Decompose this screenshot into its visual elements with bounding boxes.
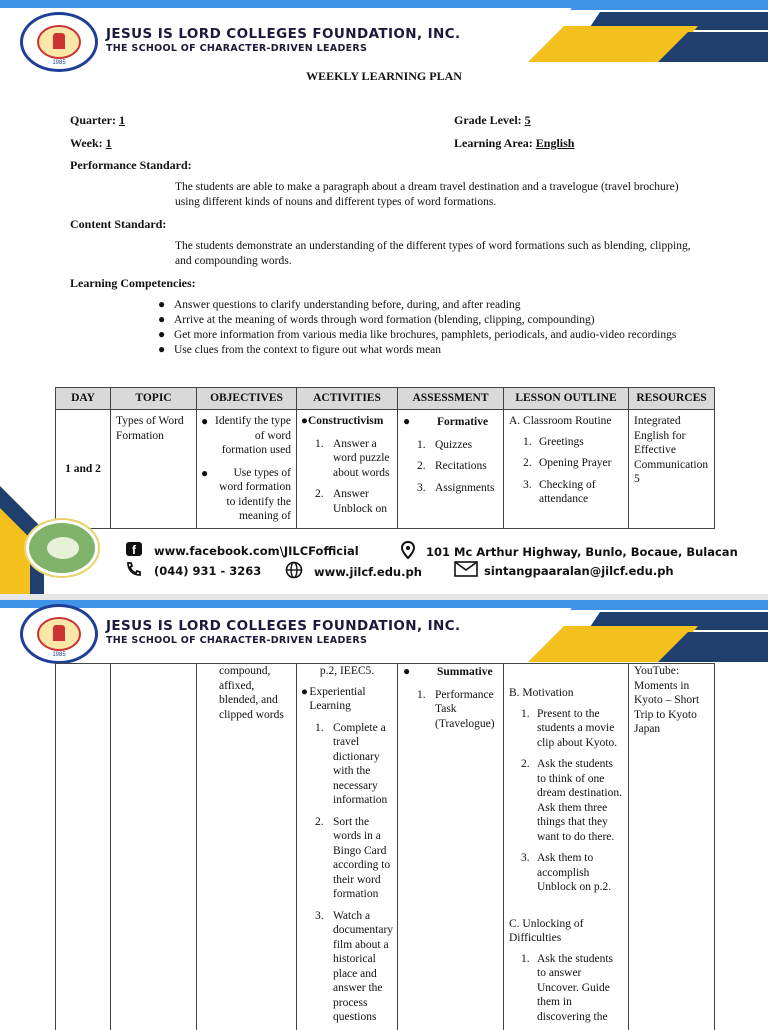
competencies-list <box>158 297 676 357</box>
week-field: Week: 1 <box>70 136 112 151</box>
envelope-icon <box>454 561 474 581</box>
content-standard-label: Content Standard: <box>70 217 166 232</box>
location-pin-icon <box>398 541 418 563</box>
footer-phone: (044) 931 - 3263 <box>124 561 261 581</box>
objectives-cell: ● Identify the type of word formation used ● Use types of word formation to identify the meaning of <box>197 410 297 529</box>
table-header-row <box>56 388 715 410</box>
learning-competencies-label: Learning Competencies: <box>70 276 196 291</box>
footer-facebook: f www.facebook.com\JILCFofficial <box>124 541 359 561</box>
footer-school-logo <box>26 520 98 576</box>
content-standard-text: The students demonstrate an understanding of the different types of word formations such as blending, clipping, and compounding words. <box>175 239 705 268</box>
lesson-outline-cell: A. Classroom Routine 1. Greetings 2. Opening Prayer 3. Checking of attendance <box>504 410 629 529</box>
org-tagline: THE SCHOOL OF CHARACTER-DRIVEN LEADERS <box>106 43 461 54</box>
col-header-topic: TOPIC <box>111 388 197 410</box>
org-header <box>106 26 461 54</box>
document-title: WEEKLY LEARNING PLAN <box>0 69 768 84</box>
header-stripes-decoration <box>508 600 768 662</box>
footer-email: sintangpaaralan@jilcf.edu.ph <box>454 561 674 581</box>
footer-address: 101 Mc Arthur Highway, Bunlo, Bocaue, Bulacan <box>398 541 738 563</box>
col-header-resources: RESOURCES <box>629 388 715 410</box>
org-tagline: THE SCHOOL OF CHARACTER-DRIVEN LEADERS <box>106 635 461 646</box>
lesson-plan-table-page-2 <box>55 663 715 1030</box>
globe-icon <box>284 561 304 583</box>
list-item: ● Arrive at the meaning of words through word formation (blending, clipping, compounding) <box>158 312 676 327</box>
phone-icon <box>124 561 144 581</box>
col-header-assessment: ASSESSMENT <box>398 388 504 410</box>
facebook-icon <box>124 541 144 561</box>
table-row <box>56 664 715 1030</box>
col-header-activities: ACTIVITIES <box>297 388 398 410</box>
college-seal-logo: 1985 <box>20 604 98 664</box>
header-stripes-decoration <box>508 0 768 62</box>
resources-cell: YouTube: Moments in Kyoto – Short Trip to Kyoto Japan <box>629 664 715 1030</box>
topic-cell <box>111 664 197 1030</box>
col-header-lesson-outline: LESSON OUTLINE <box>504 388 629 410</box>
org-name: JESUS IS LORD COLLEGES FOUNDATION, INC. <box>106 26 461 42</box>
list-item: ● Get more information from various media like brochures, pamphlets, periodicals, and audio-video recordings <box>158 327 676 342</box>
list-item: ● Answer questions to clarify understanding before, during, and after reading <box>158 297 676 312</box>
document-page-2 <box>0 600 768 1030</box>
performance-standard-label: Performance Standard: <box>70 158 192 173</box>
learning-area-field: Learning Area: English <box>454 136 574 151</box>
performance-standard-text: The students are able to make a paragraph about a dream travel destination and a travelogue (travel brochure) using different kinds of nouns and different types of word formations. <box>175 180 705 209</box>
svg-text:f: f <box>132 543 137 557</box>
table-row <box>56 410 715 529</box>
list-item: ● Use clues from the context to figure out what words mean <box>158 342 676 357</box>
grade-level-field: Grade Level: 5 <box>454 113 531 128</box>
resources-cell: Integrated English for Effective Communication 5 <box>629 410 715 529</box>
footer-website: www.jilcf.edu.ph <box>284 561 422 583</box>
college-seal-logo: 1985 <box>20 12 98 72</box>
col-header-day: DAY <box>56 388 111 410</box>
activities-cell: ●Constructivism 1. Answer a word puzzle about words 2. Answer Unblock on <box>297 410 398 529</box>
org-header <box>106 618 461 646</box>
assessment-cell: ● Formative 1. Quizzes 2. Recitations 3. Assignments <box>398 410 504 529</box>
quarter-field: Quarter: 1 <box>70 113 125 128</box>
topic-cell: Types of Word Formation <box>111 410 197 529</box>
lesson-outline-cell: B. Motivation 1. Present to the students a movie clip about Kyoto. 2. Ask the students to think of one dream destination. Ask them three things that they want to do there. 3. Ask them to accomplish Unblock on p.2. C. Unlocking of Difficulties 1. Ask the students to answer Uncover. Guide them in discovering the <box>504 664 629 1030</box>
org-name: JESUS IS LORD COLLEGES FOUNDATION, INC. <box>106 618 461 634</box>
objectives-cell: compound, affixed, blended, and clipped words <box>197 664 297 1030</box>
lesson-plan-table-page-1 <box>55 387 715 529</box>
activities-cell: p.2, IEEC5. ● Experiential Learning 1. Complete a travel dictionary with the necessary information 2. Sort the words in a Bingo Card according to their word formation 3. Watch a documentary film about a historical place and answer the process questions <box>297 664 398 1030</box>
day-cell <box>56 664 111 1030</box>
assessment-cell: ● Summative 1. Performance Task (Travelogue) <box>398 664 504 1030</box>
day-cell: 1 and 2 <box>56 410 111 529</box>
col-header-objectives: OBJECTIVES <box>197 388 297 410</box>
